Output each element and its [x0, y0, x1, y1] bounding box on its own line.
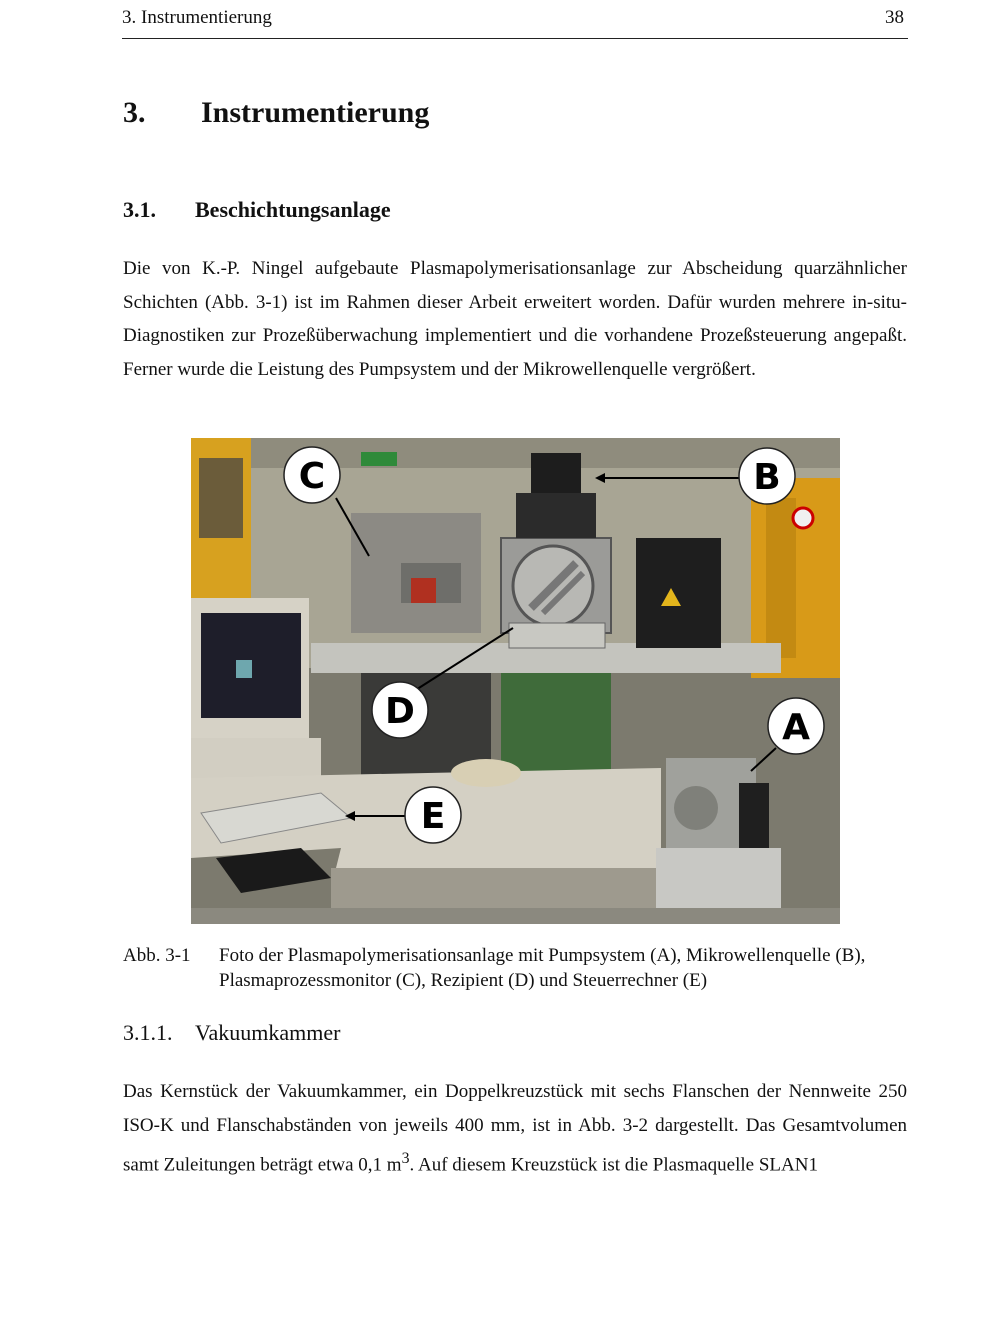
section-heading [123, 197, 391, 223]
subsection-title: Vakuumkammer [195, 1020, 341, 1045]
body-paragraph-intro: Die von K.-P. Ningel aufgebaute Plasmapolymerisationsanlage zur Abscheidung quarzähnlicher Schichten (Abb. 3-1) ist im Rahmen dieser Arbeit erweitert worden. Dafür wurden mehrere in-situ-Diagnostiken zur Prozeßüberwachung implementiert und die vorhandene Prozeßsteuerung angepaßt. Ferner wurde die Leistung des Pumpsystem und der Mikrowellenquelle vergrößert. [123, 258, 907, 380]
subsection-number: 3.1.1. [123, 1020, 173, 1045]
figure-photo [191, 438, 840, 924]
callout-c [284, 447, 340, 503]
running-header [122, 4, 908, 39]
running-header-chapter: 3. Instrumentierung [122, 7, 272, 28]
callout-a [768, 698, 824, 754]
callout-b [739, 448, 795, 504]
apparatus-photo-illustration [191, 438, 840, 924]
figure-caption-text: Foto der Plasmapolymerisationsanlage mit Pumpsystem (A), Mikrowellenquelle (B), Plasmaprozessmonitor (C), Rezipient (D) und Steuerrechner (E) [219, 945, 866, 991]
figure-caption [123, 943, 907, 993]
paragraph-text-before: Das Kernstück der Vakuumkammer, ein Doppelkreuzstück mit sechs Flanschen der Nennweite 250 ISO-K und Flanschabständen von jeweils 400 mm, ist in Abb. 3-2 dargestellt. Das Gesamtvolumen samt Zuleitungen beträgt etwa 0,1 m [123, 1081, 907, 1176]
callout-e [405, 787, 461, 843]
paragraph-text-after: . Auf diesem Kreuzstück ist die Plasmaquelle SLAN1 [409, 1154, 818, 1176]
callout-a-label: A [782, 707, 810, 748]
chapter-number: 3. [123, 96, 146, 129]
figure-caption-label: Abb. 3-1 [123, 945, 191, 966]
callout-e-label: E [420, 796, 446, 837]
callout-d-label: D [385, 691, 415, 732]
section-title: Beschichtungsanlage [195, 197, 391, 222]
callout-c-label: C [298, 456, 326, 497]
superscript-exponent: 3 [401, 1150, 410, 1167]
page-number: 38 [885, 7, 904, 28]
chapter-heading [123, 96, 429, 130]
body-paragraph-vacuum [123, 1075, 907, 1182]
section-number: 3.1. [123, 197, 156, 222]
chapter-title: Instrumentierung [201, 96, 430, 129]
subsection-heading [123, 1020, 340, 1046]
callout-d [372, 682, 428, 738]
callout-b-label: B [753, 457, 781, 498]
